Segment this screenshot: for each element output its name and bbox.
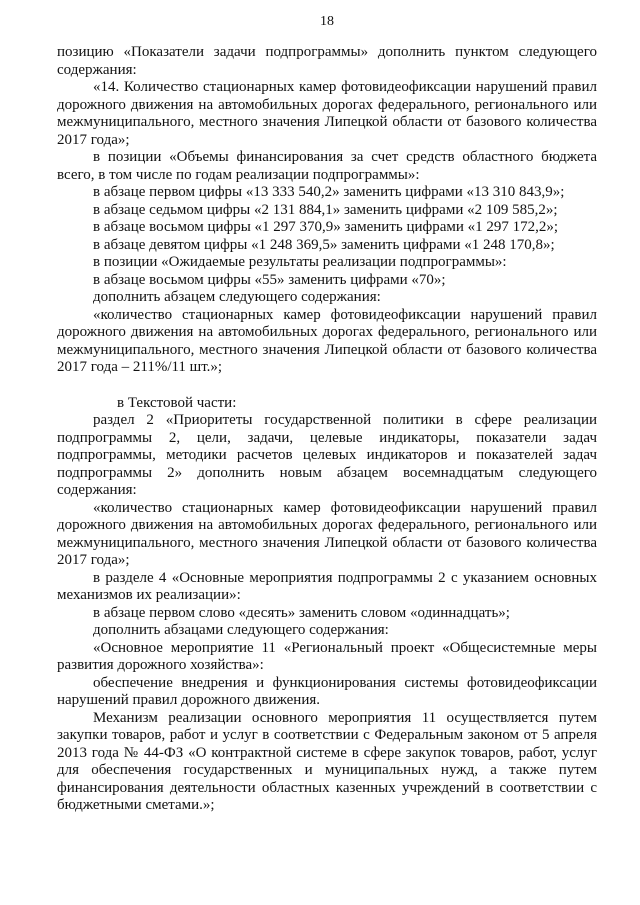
paragraph: дополнить абзацами следующего содержания: [93,622,389,638]
paragraph: «Основное мероприятие 11 «Региональный проект «Общесистемные меры развития дорожного хозяйства»: [57,639,597,673]
paragraph: дополнить абзацем следующего содержания: [93,289,381,305]
paragraph: в позиции «Ожидаемые результаты реализации подпрограммы»: [93,254,507,270]
paragraph: позицию «Показатели задачи подпрограммы» дополнить пунктом следующего содержания: [57,44,597,78]
paragraph: в абзаце первом слово «десять» заменить словом «одиннадцать»; [93,604,510,621]
paragraph: «количество стационарных камер фотовидеофиксации нарушений правил дорожного движения на автомобильных дорогах федерального, регионального или межмуниципального, местного значения Липецкой области от базового количества 2017 года – 211%/11 шт.»; [57,306,597,375]
paragraph: в абзаце седьмом цифры «2 131 884,1» заменить цифрами «2 109 585,2»; [93,201,558,218]
paragraph: «14. Количество стационарных камер фотовидеофиксации нарушений правил дорожного движения на автомобильных дорогах федерального, регионального или межмуниципального, местного значения Липецкой области от базового количества 2017 года»; [57,79,597,148]
paragraph: раздел 2 «Приоритеты государственной политики в сфере реализации подпрограммы 2, цели, задачи, целевые индикаторы, показатели задач подпрограммы, методики расчетов целевых индикаторов и показателей задач подпрограммы 2» дополнить новым абзацем восемнадцатым следующего содержания: [57,412,597,498]
paragraph: в абзаце восьмом цифры «1 297 370,9» заменить цифрами «1 297 172,2»; [93,219,559,235]
paragraph: «количество стационарных камер фотовидеофиксации нарушений правил дорожного движения на автомобильных дорогах федерального, регионального или межмуниципального, местного значения Липецкой области от базового количества 2017 года»; [57,499,597,568]
page-number: 18 [320,14,334,29]
paragraph: Механизм реализации основного мероприятия 11 осуществляется путем закупки товаров, работ и услуг в соответствии с Федеральным законом от 5 апреля 2013 года № 44-ФЗ «О контрактной системе в сфере закупок товаров, работ, услуг для обеспечения государственных и муниципальных нужд, а также путем финансирования деятельности областных казенных учреждений в соответствии с бюджетными сметами.»; [57,709,597,813]
paragraph: в абзаце восьмом цифры «55» заменить цифрами «70»; [93,271,446,288]
paragraph: в абзаце девятом цифры «1 248 369,5» заменить цифрами «1 248 170,8»; [93,236,555,253]
paragraph: в абзаце первом цифры «13 333 540,2» заменить цифрами «13 310 843,9»; [93,184,565,200]
section-heading: в Текстовой части: [117,394,237,411]
paragraph: обеспечение внедрения и функционирования системы фотовидеофиксации нарушений правил дорожного движения. [57,674,597,708]
paragraph: в разделе 4 «Основные мероприятия подпрограммы 2 с указанием основных механизмов их реализации»: [57,569,597,603]
paragraph: в позиции «Объемы финансирования за счет средств областного бюджета всего, в том числе по годам реализации подпрограммы»: [57,149,597,183]
